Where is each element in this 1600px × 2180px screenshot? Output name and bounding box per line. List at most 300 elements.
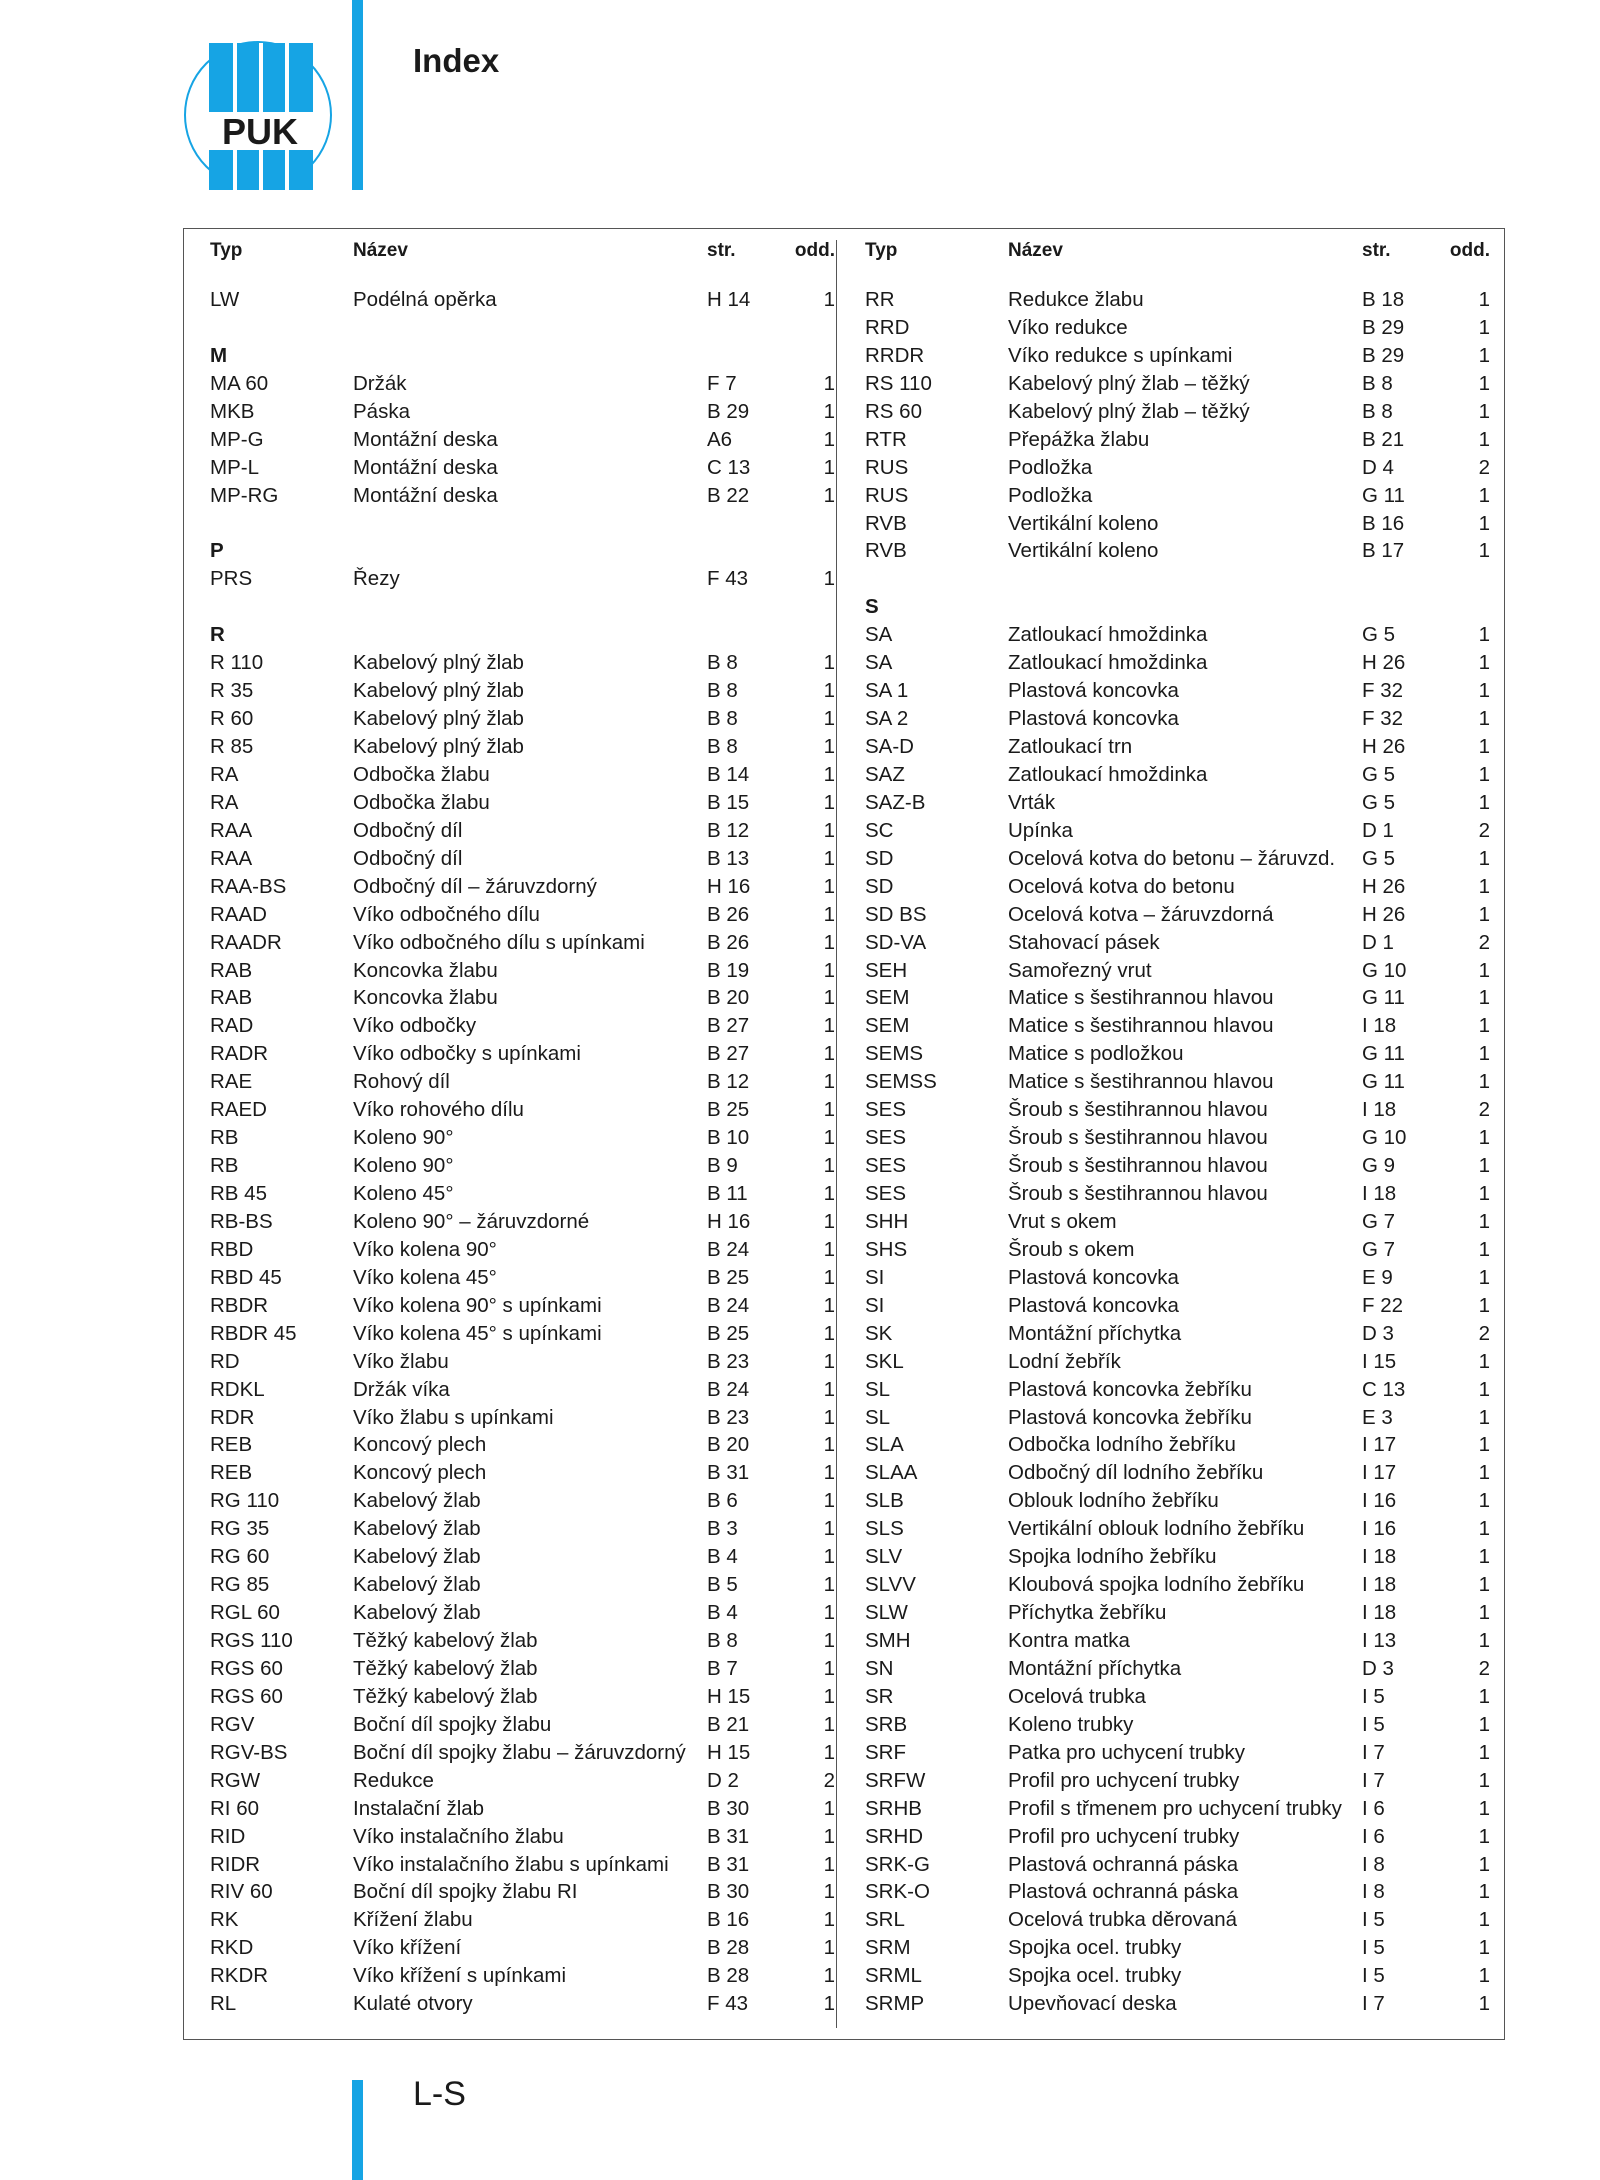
cell-str: B 29 bbox=[707, 399, 750, 423]
cell-nazev: Víko odbočného dílu bbox=[353, 902, 540, 926]
cell-typ: RB bbox=[210, 1154, 239, 1178]
cell-typ: RK bbox=[210, 1908, 239, 1932]
cell-typ: SRF bbox=[865, 1740, 906, 1764]
index-row bbox=[210, 1823, 835, 1851]
cell-str: B 25 bbox=[707, 1265, 750, 1289]
index-row bbox=[865, 929, 1490, 957]
index-row bbox=[865, 873, 1490, 901]
cell-typ: SRMP bbox=[865, 1992, 925, 2016]
cell-typ: SI bbox=[865, 1293, 885, 1317]
logo-text: PUK bbox=[221, 111, 299, 152]
cell-typ: REB bbox=[210, 1461, 253, 1485]
cell-odd: 1 bbox=[823, 1824, 835, 1848]
cell-nazev: Stahovací pásek bbox=[1008, 930, 1160, 954]
index-row bbox=[865, 286, 1490, 314]
cell-typ: RAD bbox=[210, 1014, 254, 1038]
index-row bbox=[210, 1404, 835, 1432]
cell-odd: 1 bbox=[823, 1098, 835, 1122]
cell-str: G 11 bbox=[1362, 483, 1405, 507]
cell-nazev: Profil pro uchycení trubky bbox=[1008, 1768, 1240, 1792]
cell-typ: SA bbox=[865, 651, 893, 675]
cell-odd: 1 bbox=[1478, 511, 1490, 535]
cell-nazev: Kabelový plný žlab bbox=[353, 651, 524, 675]
cell-nazev: Odbočka žlabu bbox=[353, 790, 490, 814]
cell-typ: RGV bbox=[210, 1712, 255, 1736]
cell-str: B 8 bbox=[1362, 399, 1393, 423]
cell-nazev: Odbočný díl lodního žebříku bbox=[1008, 1461, 1264, 1485]
cell-odd: 1 bbox=[823, 958, 835, 982]
cell-typ: SD bbox=[865, 846, 894, 870]
cell-str: D 1 bbox=[1362, 930, 1394, 954]
cell-str: I 6 bbox=[1362, 1824, 1385, 1848]
cell-str: H 26 bbox=[1362, 651, 1406, 675]
cell-odd: 1 bbox=[1478, 1573, 1490, 1597]
cell-typ: RI 60 bbox=[210, 1796, 259, 1820]
cell-typ: SHH bbox=[865, 1209, 909, 1233]
cell-odd: 2 bbox=[1478, 1656, 1490, 1680]
cell-nazev: Ocelová kotva do betonu bbox=[1008, 874, 1235, 898]
cell-str: D 4 bbox=[1362, 455, 1394, 479]
cell-odd: 1 bbox=[823, 1321, 835, 1345]
cell-typ: LW bbox=[210, 288, 240, 311]
cell-nazev: Kontra matka bbox=[1008, 1629, 1130, 1652]
cell-str: I 15 bbox=[1362, 1349, 1397, 1373]
cell-str: G 10 bbox=[1362, 958, 1407, 982]
cell-str: I 17 bbox=[1362, 1461, 1397, 1485]
cell-nazev: Páska bbox=[353, 399, 410, 423]
cell-odd: 1 bbox=[1478, 1126, 1490, 1150]
cell-nazev: Oblouk lodního žebříku bbox=[1008, 1489, 1219, 1513]
index-row bbox=[865, 1795, 1490, 1823]
cell-typ: SR bbox=[865, 1684, 894, 1708]
cell-odd: 1 bbox=[1478, 1237, 1490, 1261]
cell-nazev: Montážní příchytka bbox=[1008, 1656, 1182, 1680]
cell-odd: 1 bbox=[823, 483, 835, 507]
cell-typ: RRDR bbox=[865, 343, 925, 367]
cell-nazev: Příchytka žebříku bbox=[1008, 1601, 1167, 1625]
cell-typ: MP-L bbox=[210, 455, 259, 479]
cell-nazev: Rohový díl bbox=[353, 1070, 450, 1094]
index-row bbox=[210, 1320, 835, 1348]
cell-typ: SAZ-B bbox=[865, 790, 926, 814]
cell-nazev: Koleno 90° – žáruvzdorné bbox=[353, 1209, 590, 1233]
cell-typ: SES bbox=[865, 1154, 907, 1178]
index-row bbox=[865, 1040, 1490, 1068]
index-row bbox=[865, 1068, 1490, 1096]
cell-str: G 5 bbox=[1362, 623, 1396, 647]
index-row bbox=[865, 1990, 1490, 2018]
cell-odd: 1 bbox=[1478, 371, 1490, 395]
page-title: Index bbox=[413, 42, 500, 79]
cell-str: C 13 bbox=[1362, 1377, 1406, 1401]
letter-heading bbox=[210, 621, 835, 649]
cell-typ: SRM bbox=[865, 1936, 911, 1960]
cell-nazev: Šroub s okem bbox=[1008, 1237, 1135, 1261]
cell-typ: RGV-BS bbox=[210, 1740, 288, 1764]
index-row bbox=[210, 1627, 835, 1655]
cell-nazev: Kulaté otvory bbox=[353, 1992, 473, 2016]
index-row bbox=[865, 1180, 1490, 1208]
cell-odd: 1 bbox=[823, 735, 835, 758]
index-row bbox=[865, 1208, 1490, 1236]
cell-typ: RDKL bbox=[210, 1377, 265, 1401]
index-row bbox=[865, 817, 1490, 845]
cell-typ: SMH bbox=[865, 1629, 911, 1652]
cell-str: B 17 bbox=[1362, 539, 1405, 563]
cell-nazev: Víko žlabu bbox=[353, 1349, 449, 1373]
cell-odd: 1 bbox=[1478, 1545, 1490, 1569]
cell-str: D 3 bbox=[1362, 1656, 1394, 1680]
cell-nazev: Kabelový žlab bbox=[353, 1517, 481, 1541]
cell-typ: SLVV bbox=[865, 1573, 916, 1597]
index-row bbox=[210, 873, 835, 901]
cell-str: B 29 bbox=[1362, 315, 1405, 339]
header-str: str. bbox=[1362, 240, 1391, 261]
cell-nazev: Víko redukce s upínkami bbox=[1008, 343, 1233, 367]
cell-typ: RKD bbox=[210, 1936, 254, 1960]
cell-nazev: Spojka ocel. trubky bbox=[1008, 1964, 1182, 1988]
cell-nazev: Vrták bbox=[1008, 790, 1056, 814]
cell-str: B 19 bbox=[707, 958, 750, 982]
cell-odd: 1 bbox=[823, 1293, 835, 1317]
cell-odd: 1 bbox=[1478, 1936, 1490, 1960]
cell-typ: RKDR bbox=[210, 1964, 269, 1988]
cell-typ: SEM bbox=[865, 1014, 910, 1038]
cell-str: B 25 bbox=[707, 1098, 750, 1122]
letter-heading bbox=[210, 342, 835, 370]
cell-nazev: Matice s podložkou bbox=[1008, 1042, 1184, 1066]
cell-odd: 1 bbox=[1478, 399, 1490, 423]
cell-str: B 13 bbox=[707, 846, 750, 870]
cell-str: A6 bbox=[707, 427, 733, 451]
index-row bbox=[210, 1962, 835, 1990]
cell-nazev: Kabelový plný žlab bbox=[353, 679, 524, 703]
cell-nazev: Držák bbox=[353, 371, 407, 395]
index-row bbox=[210, 677, 835, 705]
cell-odd: 2 bbox=[1478, 930, 1490, 954]
index-row bbox=[865, 1878, 1490, 1906]
index-row bbox=[865, 1348, 1490, 1376]
cell-odd: 1 bbox=[1478, 958, 1490, 982]
cell-odd: 1 bbox=[823, 1880, 835, 1904]
cell-odd: 1 bbox=[1478, 1070, 1490, 1094]
index-row bbox=[210, 1292, 835, 1320]
cell-str: I 6 bbox=[1362, 1796, 1385, 1820]
cell-typ: MA 60 bbox=[210, 371, 269, 395]
cell-nazev: Těžký kabelový žlab bbox=[353, 1656, 538, 1680]
header-odd: odd. bbox=[794, 240, 835, 261]
cell-odd: 1 bbox=[1478, 1880, 1490, 1904]
cell-typ: SHS bbox=[865, 1237, 908, 1261]
letter-heading-text: R bbox=[210, 623, 225, 647]
cell-str: E 9 bbox=[1362, 1265, 1393, 1289]
cell-nazev: Vertikální koleno bbox=[1008, 511, 1159, 535]
cell-nazev: Ocelová kotva – žáruvzdorná bbox=[1008, 902, 1274, 926]
cell-str: I 16 bbox=[1362, 1489, 1397, 1513]
cell-str: B 20 bbox=[707, 986, 750, 1010]
cell-odd: 1 bbox=[1478, 651, 1490, 675]
cell-typ: SRFW bbox=[865, 1768, 926, 1792]
cell-str: I 16 bbox=[1362, 1517, 1397, 1541]
cell-typ: RR bbox=[865, 288, 895, 311]
cell-odd: 1 bbox=[1478, 1377, 1490, 1401]
cell-odd: 1 bbox=[1478, 874, 1490, 898]
cell-typ: RAA bbox=[210, 818, 253, 842]
cell-odd: 1 bbox=[823, 1237, 835, 1261]
cell-odd: 1 bbox=[1478, 1517, 1490, 1541]
cell-odd: 1 bbox=[1478, 1768, 1490, 1792]
cell-str: B 8 bbox=[707, 651, 738, 675]
cell-str: B 29 bbox=[1362, 343, 1405, 367]
cell-str: B 8 bbox=[707, 735, 738, 758]
cell-odd: 1 bbox=[1478, 343, 1490, 367]
cell-odd: 1 bbox=[823, 1461, 835, 1485]
cell-odd: 1 bbox=[1478, 735, 1490, 758]
cell-str: B 14 bbox=[707, 762, 750, 786]
cell-str: B 9 bbox=[707, 1154, 738, 1178]
cell-typ: R 110 bbox=[210, 651, 264, 675]
cell-odd: 1 bbox=[823, 371, 835, 395]
cell-typ: RAADR bbox=[210, 930, 282, 954]
cell-str: H 14 bbox=[707, 288, 751, 311]
cell-str: I 5 bbox=[1362, 1964, 1385, 1988]
index-row bbox=[210, 286, 835, 314]
cell-str: H 16 bbox=[707, 1209, 751, 1233]
cell-typ: SKL bbox=[865, 1349, 904, 1373]
index-row bbox=[210, 1124, 835, 1152]
index-row bbox=[210, 817, 835, 845]
cell-nazev: Plastová ochranná páska bbox=[1008, 1852, 1239, 1876]
cell-nazev: Montážní příchytka bbox=[1008, 1321, 1182, 1345]
index-row bbox=[865, 1096, 1490, 1124]
cell-typ: RRD bbox=[865, 315, 910, 339]
cell-odd: 1 bbox=[1478, 1852, 1490, 1876]
cell-typ: R 35 bbox=[210, 679, 254, 703]
cell-odd: 1 bbox=[823, 1545, 835, 1569]
header-nazev: Název bbox=[353, 240, 408, 261]
cell-typ: SEMS bbox=[865, 1042, 924, 1066]
cell-odd: 1 bbox=[823, 986, 835, 1010]
cell-nazev: Řezy bbox=[353, 567, 400, 591]
index-row bbox=[865, 1264, 1490, 1292]
index-row bbox=[210, 1571, 835, 1599]
cell-typ: SA-D bbox=[865, 735, 914, 758]
cell-str: B 30 bbox=[707, 1796, 750, 1820]
cell-str: B 23 bbox=[707, 1405, 750, 1429]
index-row bbox=[865, 426, 1490, 454]
cell-typ: RAE bbox=[210, 1070, 253, 1094]
cell-nazev: Koleno 90° bbox=[353, 1126, 454, 1150]
row-spacer bbox=[865, 565, 1490, 593]
index-row bbox=[865, 1543, 1490, 1571]
cell-nazev: Plastová koncovka bbox=[1008, 1265, 1179, 1289]
cell-odd: 1 bbox=[823, 846, 835, 870]
cell-odd: 2 bbox=[1478, 818, 1490, 842]
cell-str: D 1 bbox=[1362, 818, 1394, 842]
cell-str: B 31 bbox=[707, 1852, 750, 1876]
cell-nazev: Odbočka žlabu bbox=[353, 762, 490, 786]
index-row bbox=[865, 789, 1490, 817]
cell-nazev: Lodní žebřík bbox=[1008, 1349, 1121, 1373]
cell-str: I 7 bbox=[1362, 1992, 1385, 2016]
cell-str: G 5 bbox=[1362, 762, 1396, 786]
index-row bbox=[865, 621, 1490, 649]
cell-odd: 1 bbox=[1478, 790, 1490, 814]
cell-str: B 21 bbox=[707, 1712, 750, 1736]
letter-heading-text: S bbox=[865, 595, 879, 619]
cell-odd: 1 bbox=[1478, 902, 1490, 926]
cell-odd: 1 bbox=[1478, 1992, 1490, 2016]
cell-odd: 1 bbox=[823, 1405, 835, 1429]
cell-nazev: Koleno trubky bbox=[1008, 1712, 1134, 1736]
index-row bbox=[210, 1655, 835, 1683]
cell-odd: 1 bbox=[823, 902, 835, 926]
cell-typ: RG 35 bbox=[210, 1517, 270, 1541]
cell-typ: RGL 60 bbox=[210, 1601, 280, 1625]
index-row bbox=[865, 1571, 1490, 1599]
cell-nazev: Odbočka lodního žebříku bbox=[1008, 1433, 1236, 1457]
page-section-code: L-S bbox=[413, 2075, 466, 2113]
cell-typ: RUS bbox=[865, 483, 909, 507]
cell-nazev: Odbočný díl bbox=[353, 846, 463, 870]
cell-nazev: Matice s šestihrannou hlavou bbox=[1008, 1014, 1274, 1038]
index-row bbox=[210, 733, 835, 761]
cell-typ: RB-BS bbox=[210, 1209, 273, 1233]
column-header bbox=[865, 240, 1490, 268]
index-row bbox=[865, 1320, 1490, 1348]
cell-nazev: Plastová koncovka žebříku bbox=[1008, 1377, 1252, 1401]
cell-str: B 16 bbox=[1362, 511, 1405, 535]
index-row bbox=[210, 1040, 835, 1068]
cell-typ: RAAD bbox=[210, 902, 267, 926]
cell-nazev: Kabelový žlab bbox=[353, 1601, 481, 1625]
cell-nazev: Ocelová trubka bbox=[1008, 1684, 1146, 1708]
header-odd: odd. bbox=[1449, 240, 1490, 261]
cell-typ: SA bbox=[865, 623, 893, 647]
cell-str: H 16 bbox=[707, 874, 751, 898]
cell-typ: R 85 bbox=[210, 735, 254, 758]
cell-odd: 1 bbox=[1478, 986, 1490, 1010]
cell-nazev: Zatloukací hmoždinka bbox=[1008, 762, 1208, 786]
cell-nazev: Podložka bbox=[1008, 483, 1093, 507]
index-row bbox=[210, 1152, 835, 1180]
cell-str: G 11 bbox=[1362, 1042, 1405, 1066]
index-row bbox=[210, 761, 835, 789]
cell-nazev: Šroub s šestihrannou hlavou bbox=[1008, 1126, 1268, 1150]
cell-str: H 26 bbox=[1362, 902, 1406, 926]
cell-typ: R 60 bbox=[210, 707, 254, 731]
index-row bbox=[865, 1599, 1490, 1627]
index-row bbox=[865, 984, 1490, 1012]
cell-typ: RS 110 bbox=[865, 371, 932, 395]
cell-nazev: Spojka lodního žebříku bbox=[1008, 1545, 1217, 1569]
cell-odd: 1 bbox=[1478, 623, 1490, 647]
cell-typ: RDR bbox=[210, 1405, 255, 1429]
index-row bbox=[210, 1264, 835, 1292]
cell-typ: RA bbox=[210, 762, 239, 786]
cell-nazev: Boční díl spojky žlabu – žáruvzdorný bbox=[353, 1740, 686, 1764]
cell-odd: 1 bbox=[1478, 288, 1490, 311]
index-row bbox=[210, 1431, 835, 1459]
index-row bbox=[865, 845, 1490, 873]
cell-typ: RGS 110 bbox=[210, 1629, 293, 1652]
cell-odd: 1 bbox=[823, 1740, 835, 1764]
cell-nazev: Víko odbočky s upínkami bbox=[353, 1042, 581, 1066]
cell-str: F 43 bbox=[707, 1992, 749, 2016]
index-row bbox=[210, 1683, 835, 1711]
cell-odd: 1 bbox=[823, 1489, 835, 1513]
cell-typ: SEH bbox=[865, 958, 908, 982]
index-row bbox=[865, 649, 1490, 677]
cell-nazev: Víko odbočného dílu s upínkami bbox=[353, 930, 645, 954]
cell-typ: MP-RG bbox=[210, 483, 279, 507]
cell-str: I 18 bbox=[1362, 1098, 1397, 1122]
cell-nazev: Kloubová spojka lodního žebříku bbox=[1008, 1573, 1305, 1597]
cell-nazev: Odbočný díl bbox=[353, 818, 463, 842]
index-row bbox=[210, 705, 835, 733]
index-row bbox=[865, 342, 1490, 370]
cell-typ: RG 85 bbox=[210, 1573, 270, 1597]
cell-typ: PRS bbox=[210, 567, 253, 591]
header-typ: Typ bbox=[210, 240, 243, 261]
cell-typ: SD-VA bbox=[865, 930, 927, 954]
cell-odd: 2 bbox=[1478, 455, 1490, 479]
cell-typ: RAB bbox=[210, 958, 253, 982]
cell-odd: 1 bbox=[823, 1908, 835, 1932]
cell-str: B 25 bbox=[707, 1321, 750, 1345]
cell-str: G 7 bbox=[1362, 1237, 1396, 1261]
cell-str: E 3 bbox=[1362, 1405, 1393, 1429]
cell-typ: SEMSS bbox=[865, 1070, 937, 1094]
accent-bar-bottom bbox=[352, 2080, 363, 2180]
cell-nazev: Kabelový plný žlab – těžký bbox=[1008, 371, 1250, 395]
index-row bbox=[210, 1487, 835, 1515]
cell-odd: 1 bbox=[823, 1349, 835, 1373]
index-row bbox=[865, 1934, 1490, 1962]
cell-typ: RAA bbox=[210, 846, 253, 870]
cell-odd: 1 bbox=[823, 1154, 835, 1178]
cell-odd: 1 bbox=[1478, 1796, 1490, 1820]
cell-nazev: Přepážka žlabu bbox=[1008, 427, 1150, 451]
cell-nazev: Kabelový žlab bbox=[353, 1573, 481, 1597]
cell-typ: SK bbox=[865, 1321, 893, 1345]
cell-typ: RS 60 bbox=[865, 399, 922, 423]
cell-typ: RTR bbox=[865, 427, 907, 451]
cell-nazev: Víko žlabu s upínkami bbox=[353, 1405, 554, 1429]
cell-typ: SES bbox=[865, 1182, 907, 1205]
cell-odd: 1 bbox=[823, 1573, 835, 1597]
cell-typ: RAB bbox=[210, 986, 253, 1010]
cell-odd: 1 bbox=[823, 1852, 835, 1876]
cell-typ: SA 2 bbox=[865, 707, 909, 731]
cell-str: I 5 bbox=[1362, 1712, 1385, 1736]
cell-odd: 1 bbox=[1478, 762, 1490, 786]
row-spacer bbox=[210, 510, 835, 538]
cell-typ: SRK-O bbox=[865, 1880, 930, 1904]
cell-nazev: Redukce bbox=[353, 1768, 434, 1792]
cell-odd: 1 bbox=[823, 1209, 835, 1233]
cell-str: B 5 bbox=[707, 1573, 738, 1597]
cell-nazev: Těžký kabelový žlab bbox=[353, 1629, 538, 1652]
cell-str: B 24 bbox=[707, 1237, 750, 1261]
cell-typ: SEM bbox=[865, 986, 910, 1010]
cell-str: G 9 bbox=[1362, 1154, 1396, 1178]
cell-odd: 1 bbox=[1478, 1209, 1490, 1233]
cell-str: G 5 bbox=[1362, 846, 1396, 870]
cell-odd: 1 bbox=[1478, 846, 1490, 870]
cell-odd: 1 bbox=[1478, 1293, 1490, 1317]
cell-str: B 26 bbox=[707, 902, 750, 926]
